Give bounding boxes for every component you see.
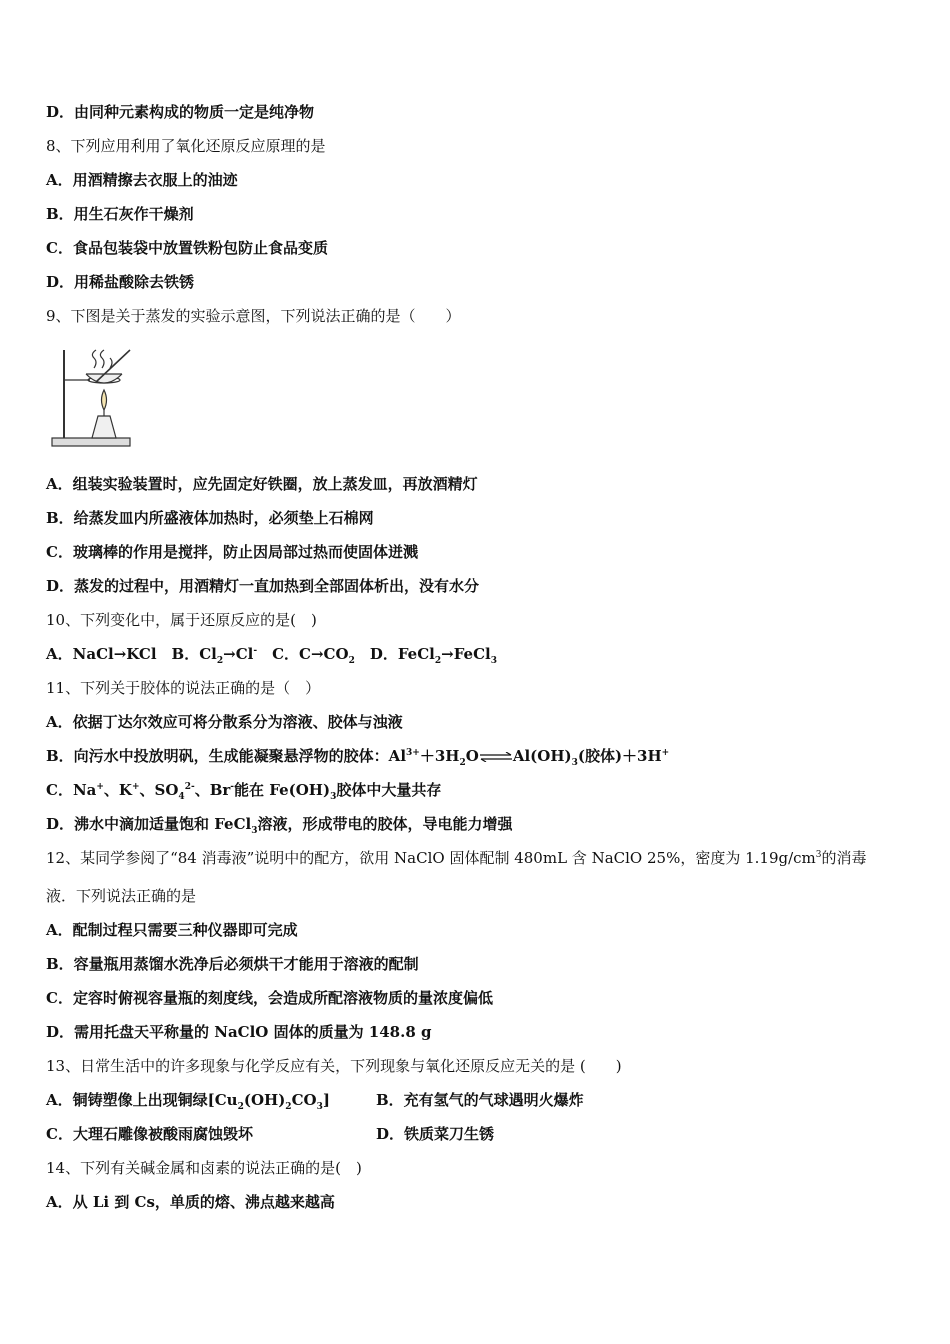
q13-option-b: B．充有氢气的气球遇明火爆炸 <box>376 1091 584 1109</box>
q11-option-d: D．沸水中滴加适量饱和 FeCl$_3$溶液，形成带电的胶体，导电能力增强 <box>46 815 513 836</box>
q10-options: A．NaCl→KCl B．$Cl_2\to Cl^-$ C．$C\to CO_2$ D．FeCl$_2$→FeCl$_3$ <box>46 645 497 666</box>
question-13: 13、日常生活中的许多现象与化学反应有关，下列现象与氧化还原反应无关的是 ( ) <box>46 1057 622 1075</box>
q11d-pre: D．沸水中滴加适量饱和 FeCl <box>46 815 252 833</box>
q8-option-c: C．食品包装袋中放置铁粉包防止食品变质 <box>46 239 328 257</box>
evaporation-apparatus-figure <box>50 346 132 450</box>
q8-option-a: A．用酒精擦去衣服上的油迹 <box>46 171 238 189</box>
question-10: 10、下列变化中，属于还原反应的是( ) <box>46 611 317 629</box>
question-9: 9、下图是关于蒸发的实验示意图，下列说法正确的是（ ） <box>46 307 461 325</box>
q12-option-b: B．容量瓶用蒸馏水洗净后必须烘干才能用于溶液的配制 <box>46 955 419 973</box>
q13-option-d: D．铁质菜刀生锈 <box>376 1125 495 1143</box>
question-12-line1: 12、某同学参阅了“84 消毒液”说明中的配方，欲用 NaClO 固体配制 480mL 含 NaClO 25%，密度为 $1.19g/cm^3$的消毒 <box>46 849 867 867</box>
equilibrium-arrow-icon <box>479 752 513 762</box>
q11-option-a: A．依据丁达尔效应可将分散系分为溶液、胶体与浊液 <box>46 713 403 731</box>
q12-text: 12、某同学参阅了“84 消毒液”说明中的配方，欲用 NaClO 固体配制 480mL 含 NaClO 25%，密度为 1.19g/cm <box>46 849 816 867</box>
q9-option-c: C．玻璃棒的作用是搅拌，防止因局部过热而使固体迸溅 <box>46 543 418 561</box>
q11-option-b: B．向污水中投放明矾，生成能凝聚悬浮物的胶体：$Al^{3+}+3H_2O$ $Al(OH)_3$(胶体)＋3H+ <box>46 747 670 768</box>
q8-option-b: B．用生石灰作干燥剂 <box>46 205 194 223</box>
q13-option-a: A．铜铸塑像上出现铜绿$[Cu_2(OH)_2CO_3]$ <box>46 1091 330 1112</box>
q9-option-d: D．蒸发的过程中，用酒精灯一直加热到全部固体析出，没有水分 <box>46 577 480 595</box>
q12-option-a: A．配制过程只需要三种仪器即可完成 <box>46 921 298 939</box>
q8-option-d: D．用稀盐酸除去铁锈 <box>46 273 195 291</box>
q13-option-c: C．大理石雕像被酸雨腐蚀毁坏 <box>46 1125 253 1143</box>
question-8: 8、下列应用利用了氧化还原反应原理的是 <box>46 137 326 155</box>
question-11: 11、下列关于胶体的说法正确的是（ ） <box>46 679 321 697</box>
q9-option-b: B．给蒸发皿内所盛液体加热时，必须垫上石棉网 <box>46 509 374 527</box>
q9-option-a: A．组装实验装置时，应先固定好铁圈，放上蒸发皿，再放酒精灯 <box>46 475 478 493</box>
q14-option-a: A．从 Li 到 Cs，单质的熔、沸点越来越高 <box>46 1193 335 1211</box>
q12-option-c: C．定容时俯视容量瓶的刻度线，会造成所配溶液物质的量浓度偏低 <box>46 989 493 1007</box>
q11d-post: 溶液，形成带电的胶体，导电能力增强 <box>257 815 513 833</box>
q7-option-d: D．由同种元素构成的物质一定是纯净物 <box>46 103 315 121</box>
q12-option-d: D．需用托盘天平称量的 NaClO 固体的质量为 148.8 g <box>46 1023 432 1041</box>
question-14: 14、下列有关碱金属和卤素的说法正确的是( ) <box>46 1159 362 1177</box>
question-12-line2: 液．下列说法正确的是 <box>46 887 197 905</box>
q12-text-end: 的消毒 <box>821 849 867 867</box>
q11-option-c: C．Na+、K+、$SO_4^{2-}$、Br-能在 $Fe(OH)_3$胶体中大量共存 <box>46 781 442 802</box>
